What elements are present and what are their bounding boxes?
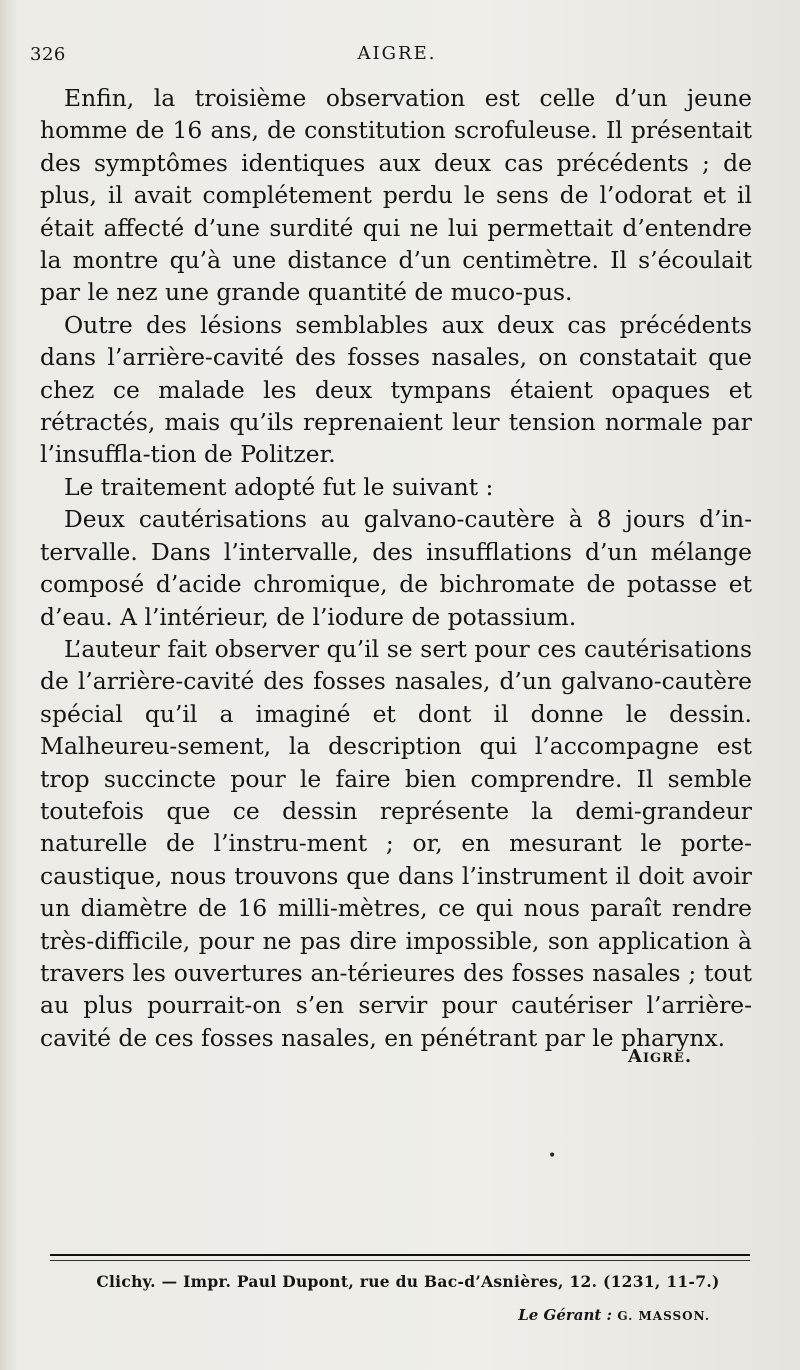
paragraph-lesions: Outre des lésions semblables aux deux cas précédents dans l’arrière-cavité des fosses nasales, on constatait que chez ce malade les deux tympans étaient opaques et rétractés, mais qu’ils reprenaient leur tension normale par l’insuffla-tion de Politzer. (40, 310, 752, 469)
paragraph-traitement: Deux cautérisations au galvano-cautère à 8 jours d’in-tervalle. Dans l’intervalle, des insufflations d’un mélange composé d’acide chromique, de bichromate de potasse et d’eau. A l’intérieur, de l’iodure de potassium. (40, 505, 752, 631)
ornament-dot: • (548, 1148, 557, 1164)
paragraph-commentaire: L’auteur fait observer qu’il se sert pour ces cautérisations de l’arrière-cavité des fosses nasales, d’un galvano-cautère spécial qu’il a imaginé et dont il donne le dessin. Malheureu-sement, la description qui l’accompagne est trop succincte pour le faire bien comprendre. Il semble toutefois que ce dessin représente la demi-grandeur naturelle de l’instru-ment ; or, en mesurant le porte-caustique, nous trouvons que dans l’instrument il doit avoir un diamètre de 16 milli-mètres, ce qui nous paraît rendre très-difficile, pour ne pas dire impossible, son application à travers les ouvertures an-térieures des fosses nasales ; tout au plus pourrait-on s’en servir pour cautériser l’arrière-cavité de ces fosses nasales, en pénétrant par le pharynx. (40, 634, 752, 1052)
gerant-label: Le Gérant : (518, 1306, 613, 1324)
gerant-name: G. MASSON. (617, 1309, 710, 1323)
footer-rule-thick (50, 1254, 750, 1256)
gerant-line (518, 1306, 710, 1324)
paragraph-traitement-intro: Le traitement adopté fut le suivant : (64, 472, 494, 501)
page-number: 326 (30, 44, 66, 65)
body-text (40, 82, 752, 1054)
running-head-text: AIGRE. (357, 43, 437, 64)
footer-rule-thin (50, 1260, 750, 1261)
running-head (0, 43, 800, 64)
paragraph-observation: Enfin, la troisième observation est celle d’un jeune homme de 16 ans, de constitution scrofuleuse. Il présentait des symptômes identiques aux deux cas précédents ; de plus, il avait complétement perdu le sens de l’odorat et il était affecté d’une surdité qui ne lui permettait d’entendre la montre qu’à une distance d’un centimètre. Il s’écoulait par le nez une grande quantité de muco-pus. (40, 84, 752, 307)
printer-imprint: Clichy. — Impr. Paul Dupont, rue du Bac-d’Asnières, 12. (1231, 11-7.) (96, 1272, 720, 1291)
author-signature: Aigre. (628, 1046, 693, 1067)
